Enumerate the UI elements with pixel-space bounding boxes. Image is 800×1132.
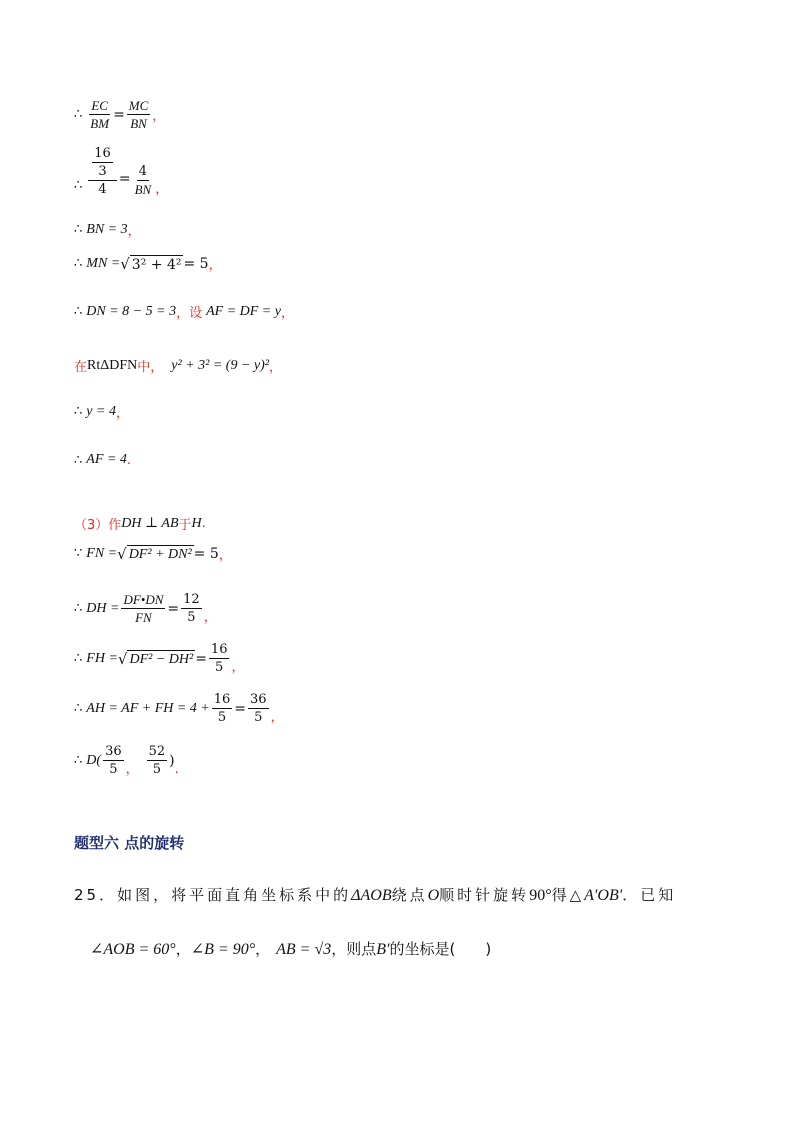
- therefore-symbol: ∴: [74, 107, 83, 122]
- square-root: √ 3² + 4²: [120, 254, 182, 273]
- line-fh: ∴ FH = √ DF² − DH² = $\frac{16}{5}$ ，: [74, 642, 245, 675]
- question-25-line-1: 25．如图，将平面直角坐标系中的ΔAOB绕点O顺时针旋转90°得△A′OB′．已知: [74, 886, 677, 904]
- fraction: $\frac{16}{5}$: [213, 692, 231, 725]
- square-root: √ DF² − DH²: [117, 649, 194, 668]
- fraction: $\frac{52}{5}$: [148, 744, 166, 777]
- fraction: $\frac{36}{5}$: [105, 744, 122, 777]
- line-part-3: （3）作 DH ⊥ AB 于 H .: [74, 515, 206, 533]
- line-af: ∴ AF = 4 .: [74, 452, 131, 468]
- line-y: ∴ y = 4 ，: [74, 403, 129, 421]
- line-ah: ∴ AH = AF + FH = 4 + $\frac{16}{5}$ = $\frac{36}{5}$ ，: [74, 692, 284, 725]
- line-complex-fraction: ∴ $\frac{\frac{16}{3}}{4}$ = $\frac{4}{BN}$ ，: [74, 146, 169, 197]
- section-heading: 题型六 点的旋转: [74, 834, 185, 852]
- line-dn: ∴ DN = 8 − 5 = 3 ，设 AF = DF = y ，: [74, 303, 294, 321]
- line-rt-triangle: 在 RtΔDFN 中， y² + 3² = (9 − y)² ，: [74, 357, 282, 375]
- square-root: √ DF² + DN²: [117, 544, 192, 563]
- fraction: $\frac{EC}{BM}$: [90, 98, 110, 131]
- complex-fraction: $\frac{\frac{16}{3}}{4}$: [88, 146, 117, 197]
- line-fn: ∵ FN = √ DF² + DN² = 5 ，: [74, 544, 232, 563]
- question-25-line-2: ∠AOB = 60°，∠B = 90°， AB = √3，则点B′的坐标是( ): [90, 940, 492, 958]
- line-mn: ∴ MN = √ 3² + 4² = 5 ，: [74, 254, 222, 273]
- therefore-symbol: ∴: [74, 178, 83, 193]
- fraction: $\frac{4}{BN}$: [134, 164, 152, 197]
- line-bn: ∴ BN = 3 ，: [74, 221, 141, 239]
- line-dh: ∴ DH = $\frac{DF•DN}{FN}$ = $\frac{12}{5}$ ，: [74, 592, 217, 625]
- fraction: $\frac{DF•DN}{FN}$: [123, 592, 164, 625]
- fraction: $\frac{12}{5}$: [183, 592, 200, 625]
- line-ec-bm: ∴ $\frac{EC}{BM}$ = $\frac{MC}{BN}$ ，: [74, 98, 166, 131]
- fraction: $\frac{16}{5}$: [210, 642, 228, 675]
- line-point-d: ∴ D( $\frac{36}{5}$ ， $\frac{52}{5}$ ) .: [74, 744, 179, 777]
- fraction: $\frac{36}{5}$: [250, 692, 267, 725]
- fraction: $\frac{MC}{BN}$: [128, 98, 149, 131]
